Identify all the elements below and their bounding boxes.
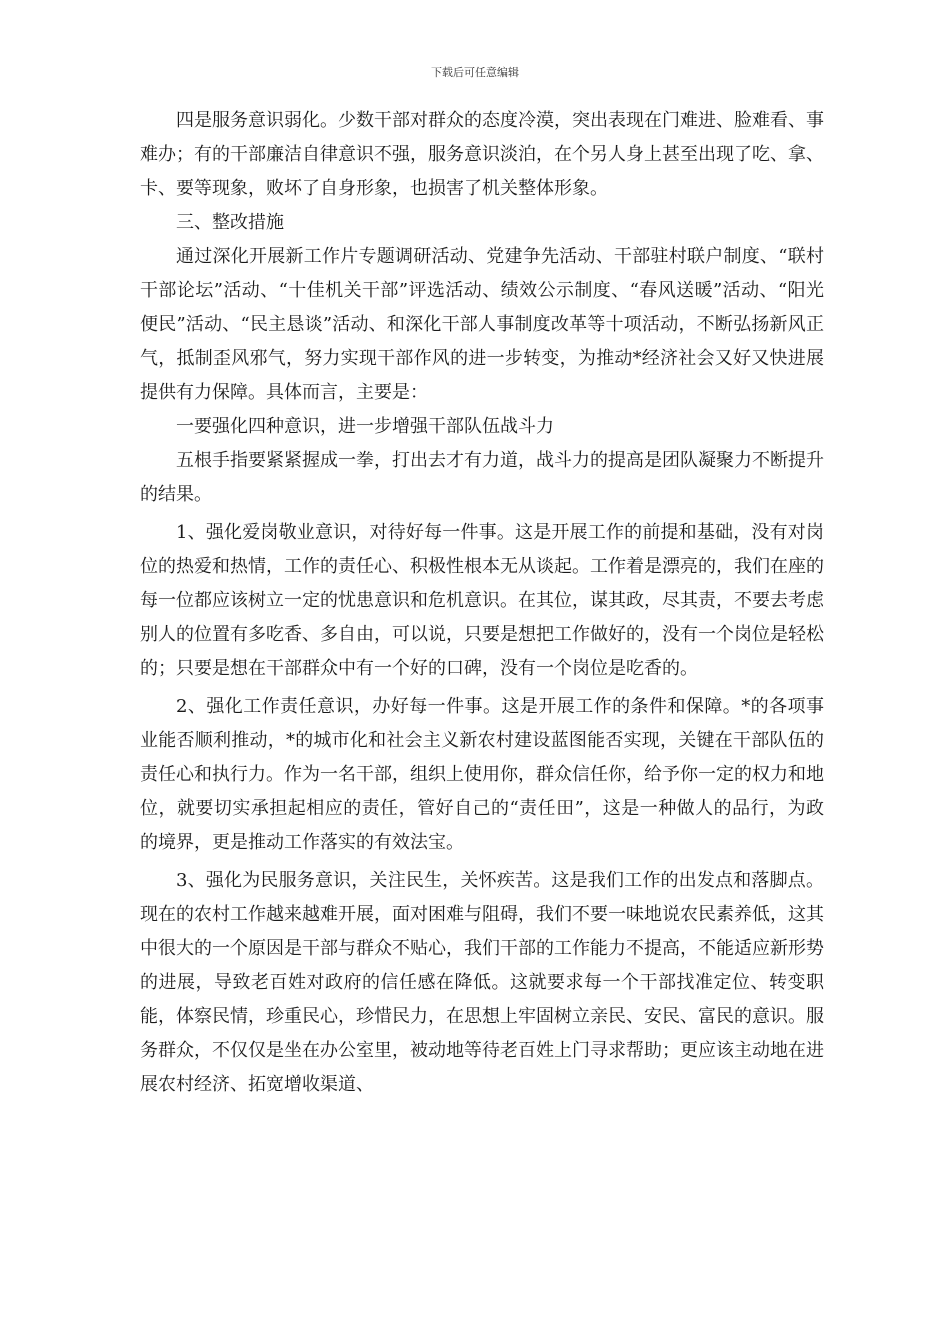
paragraph-point-2: 2、强化工作责任意识，办好每一件事。这是开展工作的条件和保障。*的各项事业能否顺利推动，*的城市化和社会主义新农村建设蓝图能否实现，关键在干部队伍的责任心和执行力。作为一名干部，组织上使用你，群众信任你，给予你一定的权力和地位，就要切实承担起相应的责任，管好自己的“责任田”，这是一种做人的品行，为政的境界，更是推动工作落实的有效法宝。	[140, 696, 824, 853]
paragraph-point-3: 3、强化为民服务意识，关注民生，关怀疾苦。这是我们工作的出发点和落脚点。现在的农村工作越来越难开展，面对困难与阻碍，我们不要一味地说农民素养低，这其中很大的一个原因是干部与群众不贴心，我们干部的工作能力不提高，不能适应新形势的进展，导致老百姓对政府的信任感在降低。这就要求每一个干部找准定位、转变职能，体察民情，珍重民心，珍惜民力，在思想上牢固树立亲民、安民、富民的意识。服务群众，不仅仅是坐在办公室里，被动地等待老百姓上门寻求帮助；更应该主动地在进展农村经济、拓宽增收渠道、	[140, 870, 824, 1095]
section-heading-rectification: 三、整改措施	[176, 212, 284, 233]
page-header: 下载后可任意编辑	[431, 66, 519, 79]
paragraph-point-1: 1、强化爱岗敬业意识，对待好每一件事。这是开展工作的前提和基础，没有对岗位的热爱和热情，工作的责任心、积极性根本无从谈起。工作着是漂亮的，我们在座的每一位都应该树立一定的忧患意识和危机意识。在其位，谋其政，尽其责，不要去考虑别人的位置有多吃香、多自由，可以说，只要是想把工作做好的，没有一个岗位是轻松的；只要是想在干部群众中有一个好的口碑，没有一个岗位是吃香的。	[140, 522, 824, 679]
document-body	[140, 104, 824, 1102]
paragraph-activities: 通过深化开展新工作片专题调研活动、党建争先活动、干部驻村联户制度、“联村干部论坛”活动、“十佳机关干部”评选活动、绩效公示制度、“春风送暖”活动、“阳光便民”活动、“民主恳谈”活动、和深化干部人事制度改革等十项活动，不断弘扬新风正气，抵制歪风邪气，努力实现干部作风的进一步转变，为推动*经济社会又好又快进展提供有力保障。具体而言，主要是：	[140, 246, 824, 403]
paragraph-service-awareness: 四是服务意识弱化。少数干部对群众的态度冷漠，突出表现在门难进、脸难看、事难办；有的干部廉洁自律意识不强，服务意识淡泊，在个另人身上甚至出现了吃、拿、卡、要等现象，败坏了自身形象，也损害了机关整体形象。	[140, 110, 824, 199]
subheading-four-awareness: 一要强化四种意识，进一步增强干部队伍战斗力	[176, 416, 554, 437]
paragraph-five-fingers: 五根手指要紧紧握成一拳，打出去才有力道，战斗力的提高是团队凝聚力不断提升的结果。	[140, 450, 824, 505]
